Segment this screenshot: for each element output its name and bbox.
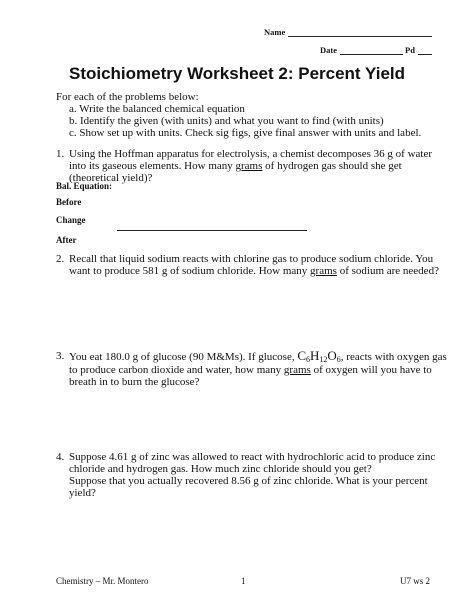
q2-line1: Recall that liquid sodium reacts with chlorine gas to produce sodium chloride. You: [69, 253, 434, 265]
glucose-formula-h: H: [310, 348, 320, 363]
name-line: [288, 36, 432, 37]
q1-line2-post: of hydrogen gas should she get: [262, 160, 402, 172]
before-label: Before: [56, 197, 82, 207]
instructions-intro: For each of the problems below:: [56, 91, 199, 103]
equation-line: [117, 230, 307, 231]
q4-line3: Suppose that you actually recovered 8.56 g of zinc chloride. What is your percent: [69, 475, 428, 487]
q3-line2-post: of oxygen will you have to: [310, 364, 432, 376]
footer-left: Chemistry – Mr. Montero: [56, 576, 149, 586]
q2-number: 2.: [56, 253, 65, 265]
q3-line2-pre: to produce carbon dioxide and water, how many: [69, 364, 284, 376]
glucose-formula-6b: 6: [336, 355, 341, 364]
q4-number: 4.: [56, 451, 65, 463]
q3-line3: breath in to burn the glucose?: [69, 376, 200, 388]
q3-number: 3.: [56, 350, 65, 362]
q2-grams: grams: [310, 265, 337, 277]
q2-line2-pre: want to produce 581 g of sodium chloride. How many: [69, 265, 311, 277]
bal-equation-label: Bal. Equation:: [56, 181, 113, 191]
instruction-b: b. Identify the given (with units) and what you want to find (with units): [69, 115, 384, 127]
pd-label: Pd: [405, 45, 415, 55]
q2-line2-post: of sodium are needed?: [336, 265, 439, 277]
after-label: After: [56, 235, 77, 245]
glucose-formula-o: O: [327, 348, 337, 363]
footer-page-number: 1: [241, 576, 246, 586]
pd-line: [418, 54, 432, 55]
q1-number: 1.: [56, 148, 65, 160]
q3-grams: grams: [283, 364, 311, 376]
q4-line1: Suppose 4.61 g of zinc was allowed to react with hydrochloric acid to produce zinc: [69, 451, 436, 463]
glucose-formula-6a: 6: [306, 355, 311, 364]
date-line: [340, 54, 403, 55]
q3-line1: [69, 350, 447, 363]
name-label: Name: [264, 27, 286, 37]
q1-line3: (theoretical yield)?: [69, 172, 153, 184]
page-title: Stoichiometry Worksheet 2: Percent Yield: [68, 64, 405, 83]
q1-grams: grams: [235, 160, 263, 172]
q1-line2: [69, 160, 402, 172]
glucose-formula-c: C: [297, 348, 307, 363]
q1-line2-pre: into its gaseous elements. How many: [69, 160, 236, 172]
change-label: Change: [56, 215, 86, 225]
q2-line2: [69, 265, 439, 277]
q4-line2: chloride and hydrogen gas. How much zinc chloride should you get?: [69, 463, 372, 475]
q3-line2: [69, 364, 432, 376]
q1-line1: Using the Hoffman apparatus for electrolysis, a chemist decomposes 36 g of water: [69, 148, 432, 160]
instruction-c: c. Show set up with units. Check sig figs, give final answer with units and label.: [69, 127, 422, 139]
q3-line1-pre: You eat 180.0 g of glucose (90 M&Ms). If glucose,: [69, 351, 298, 363]
date-label: Date: [320, 45, 337, 55]
footer-right: U7 ws 2: [400, 576, 431, 586]
glucose-formula-12: 12: [319, 355, 328, 364]
instruction-a: a. Write the balanced chemical equation: [69, 103, 245, 115]
q4-line4: yield?: [69, 487, 96, 499]
q3-line1-post: , reacts with oxygen gas: [340, 351, 447, 363]
